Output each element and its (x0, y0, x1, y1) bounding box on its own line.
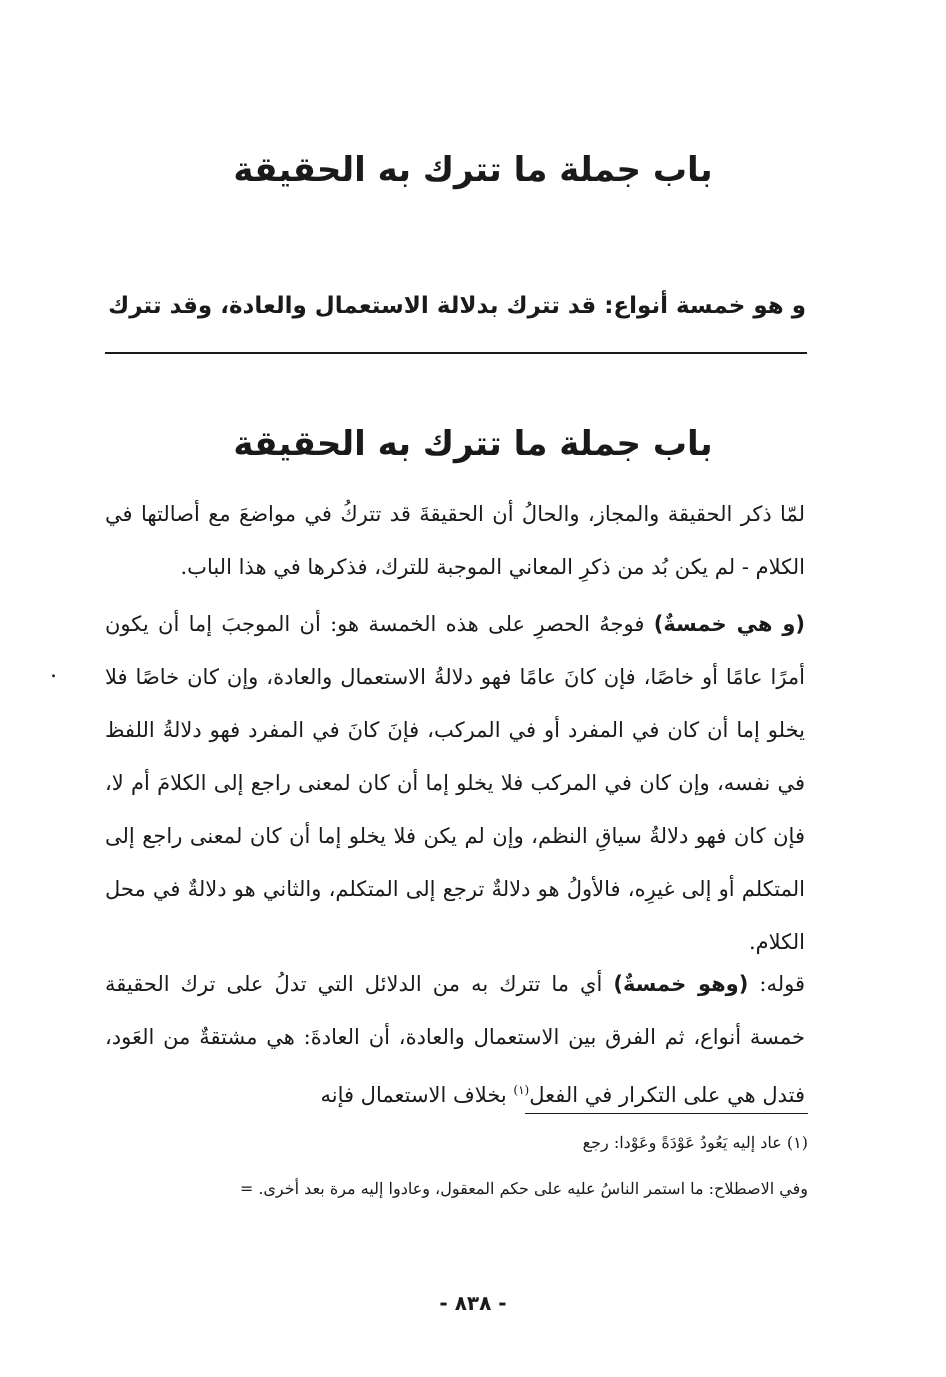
commentary-paragraph (105, 598, 805, 969)
footnote-line: (١) عاد إليه يَعُودُ عَوْدَةً وعَوْدا: رجع (582, 1133, 808, 1152)
matn-text-line: و هو خمسة أنواع: قد تترك بدلالة الاستعمال والعادة، وقد تترك (108, 293, 806, 319)
matn-separator-rule (105, 352, 807, 354)
paragraph-text: أي ما تترك به من الدلائل التي تدلُ على ترك الحقيقة خمسة أنواع، ثم الفرق بين الاستعمال والعادة، أن العادةَ: هي مشتقةٌ من العَود، فتدل هي على التكرار في الفعل (105, 972, 805, 1107)
footnote-separator-rule (525, 1113, 808, 1114)
quoted-matn-phrase: (وهو خمسةٌ) (613, 972, 749, 996)
paragraph-text: فوجهُ الحصرِ على هذه الخمسة هو: أن الموجبَ إما أن يكون أمرًا عامًا أو خاصًا، فإن كانَ عامًا فهو دلالةُ الاستعمال والعادة، وإن كان خاصًا فلا يخلو إما أن كان في المفرد أو في المركب، فإنَ كانَ في المفرد فهو دلالةُ اللفظ في نفسه، وإن كان في المركب فلا يخلو إما أن كان لمعنى راجع إلى الكلامَ أم لا، فإن كان فهو دلالةُ سياقِ النظم، وإن لم يكن فلا يخلو إما أن كان لمعنى راجع إلى المتكلم أو إلى غيرِه، فالأولُ هو دلالةٌ ترجع إلى المتكلم، والثاني هو دلالةٌ في محل الكلام. (105, 612, 805, 954)
footnote-marker: (١) (513, 1083, 530, 1097)
paragraph-text: لمّا ذكر الحقيقة والمجاز، والحالُ أن الحقيقةَ قد تتركُ في مواضعَ مع أصالتها في الكلام - لم يكن بُد من ذكرِ المعاني الموجبة للترك، فذكرها في هذا الباب. (105, 502, 805, 579)
footnote-line: وفي الاصطلاح: ما استمر الناسُ عليه على حكم المعقول، وعادوا إليه مرة بعد أخرى. = (239, 1179, 808, 1198)
paragraph-text: بخلاف الاستعمال فإنه (320, 1083, 514, 1107)
quoted-matn-phrase: (و هي خمسةٌ) (653, 612, 805, 636)
stray-mark: . (50, 658, 57, 683)
page-number: - ٨٣٨ - (439, 1291, 507, 1315)
commentary-heading: باب جملة ما تترك به الحقيقة (233, 424, 713, 464)
commentary-paragraph (105, 488, 805, 594)
chapter-heading: باب جملة ما تترك به الحقيقة (233, 150, 713, 190)
commentary-paragraph (105, 958, 805, 1122)
paragraph-text: قوله: (748, 972, 805, 996)
